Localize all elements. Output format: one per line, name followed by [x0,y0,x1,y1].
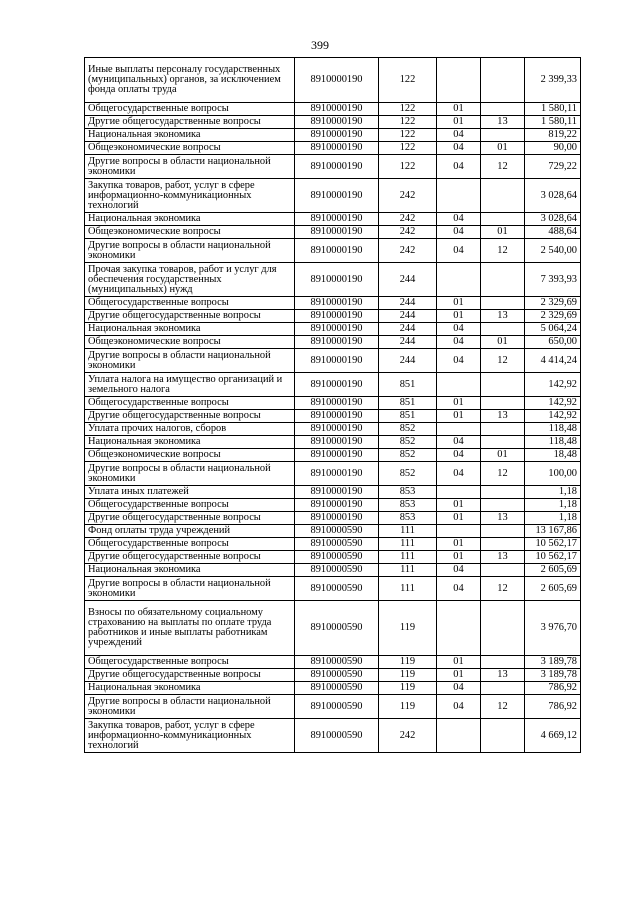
cell-subsection [481,129,525,142]
cell-target-article: 8910000190 [295,512,379,525]
cell-subsection: 01 [481,449,525,462]
cell-name: Уплата иных платежей [85,486,295,499]
table-row [85,103,581,116]
cell-expense-type: 244 [379,323,437,336]
cell-amount: 142,92 [525,373,581,397]
cell-subsection: 01 [481,336,525,349]
cell-target-article: 8910000190 [295,297,379,310]
cell-section: 04 [437,462,481,486]
table-row [85,436,581,449]
cell-expense-type: 244 [379,310,437,323]
cell-expense-type: 122 [379,116,437,129]
cell-target-article: 8910000190 [295,213,379,226]
cell-name: Другие вопросы в области национальной экономики [85,155,295,179]
table-row [85,310,581,323]
cell-section: 04 [437,323,481,336]
cell-amount: 819,22 [525,129,581,142]
table-row [85,538,581,551]
cell-subsection: 12 [481,155,525,179]
cell-section: 01 [437,551,481,564]
cell-section [437,179,481,213]
table-row [85,263,581,297]
cell-name: Общеэкономические вопросы [85,226,295,239]
cell-subsection [481,436,525,449]
cell-expense-type: 119 [379,656,437,669]
cell-amount: 5 064,24 [525,323,581,336]
cell-subsection [481,179,525,213]
cell-amount: 488,64 [525,226,581,239]
cell-expense-type: 111 [379,577,437,601]
cell-expense-type: 242 [379,719,437,753]
cell-section: 01 [437,669,481,682]
cell-name: Национальная экономика [85,323,295,336]
cell-section: 04 [437,349,481,373]
cell-section: 04 [437,142,481,155]
cell-amount: 10 562,17 [525,538,581,551]
cell-name: Другие общегосударственные вопросы [85,669,295,682]
cell-section: 04 [437,336,481,349]
table-row [85,682,581,695]
cell-subsection: 01 [481,142,525,155]
cell-amount: 2 605,69 [525,577,581,601]
cell-expense-type: 119 [379,669,437,682]
cell-target-article: 8910000190 [295,486,379,499]
cell-name: Общеэкономические вопросы [85,336,295,349]
cell-name: Национальная экономика [85,436,295,449]
cell-expense-type: 244 [379,336,437,349]
cell-expense-type: 119 [379,682,437,695]
cell-name: Национальная экономика [85,129,295,142]
table-row [85,669,581,682]
cell-name: Общегосударственные вопросы [85,397,295,410]
table-row [85,142,581,155]
cell-section: 04 [437,129,481,142]
cell-target-article: 8910000190 [295,436,379,449]
table-row [85,719,581,753]
cell-name: Иные выплаты персоналу государственных (муниципальных) органов, за исключением фонда оплаты труда [85,58,295,103]
cell-amount: 1,18 [525,512,581,525]
cell-expense-type: 122 [379,103,437,116]
cell-section: 01 [437,512,481,525]
cell-section: 01 [437,310,481,323]
cell-subsection [481,423,525,436]
cell-section [437,525,481,538]
cell-section: 04 [437,682,481,695]
cell-subsection: 12 [481,239,525,263]
cell-target-article: 8910000190 [295,155,379,179]
table-row [85,397,581,410]
table-row [85,423,581,436]
cell-amount: 650,00 [525,336,581,349]
table-row [85,373,581,397]
cell-target-article: 8910000190 [295,142,379,155]
cell-amount: 13 167,86 [525,525,581,538]
table-row [85,525,581,538]
cell-section: 01 [437,499,481,512]
cell-amount: 2 605,69 [525,564,581,577]
table-row [85,336,581,349]
page-number: 399 [311,38,329,52]
cell-name: Фонд оплаты труда учреждений [85,525,295,538]
cell-section: 01 [437,410,481,423]
table-row [85,410,581,423]
table-row [85,116,581,129]
cell-amount: 1,18 [525,486,581,499]
cell-target-article: 8910000590 [295,538,379,551]
cell-name: Другие вопросы в области национальной экономики [85,462,295,486]
cell-name: Другие общегосударственные вопросы [85,551,295,564]
table-row [85,564,581,577]
cell-name: Общегосударственные вопросы [85,538,295,551]
cell-expense-type: 122 [379,142,437,155]
cell-amount: 2 329,69 [525,297,581,310]
cell-target-article: 8910000590 [295,695,379,719]
cell-name: Национальная экономика [85,682,295,695]
cell-section: 01 [437,103,481,116]
cell-target-article: 8910000190 [295,129,379,142]
cell-target-article: 8910000190 [295,423,379,436]
cell-section [437,263,481,297]
cell-section: 04 [437,239,481,263]
cell-expense-type: 852 [379,423,437,436]
cell-name: Общегосударственные вопросы [85,499,295,512]
cell-subsection [481,323,525,336]
cell-name: Общеэкономические вопросы [85,449,295,462]
cell-expense-type: 122 [379,58,437,103]
cell-section [437,373,481,397]
cell-name: Другие общегосударственные вопросы [85,116,295,129]
cell-section [437,719,481,753]
cell-subsection [481,525,525,538]
table-row [85,213,581,226]
cell-target-article: 8910000590 [295,682,379,695]
cell-target-article: 8910000590 [295,551,379,564]
cell-amount: 118,48 [525,423,581,436]
cell-name: Другие общегосударственные вопросы [85,410,295,423]
cell-expense-type: 111 [379,525,437,538]
cell-subsection [481,103,525,116]
cell-amount: 3 189,78 [525,669,581,682]
cell-target-article: 8910000190 [295,323,379,336]
table-row [85,129,581,142]
cell-amount: 786,92 [525,682,581,695]
table-row [85,449,581,462]
cell-target-article: 8910000590 [295,601,379,656]
cell-target-article: 8910000190 [295,263,379,297]
cell-section: 01 [437,116,481,129]
cell-name: Уплата прочих налогов, сборов [85,423,295,436]
cell-subsection: 13 [481,669,525,682]
cell-target-article: 8910000190 [295,116,379,129]
cell-name: Другие общегосударственные вопросы [85,310,295,323]
cell-section [437,486,481,499]
cell-name: Уплата налога на имущество организаций и земельного налога [85,373,295,397]
cell-expense-type: 244 [379,297,437,310]
cell-expense-type: 851 [379,373,437,397]
cell-subsection [481,719,525,753]
table-row [85,499,581,512]
cell-target-article: 8910000190 [295,336,379,349]
cell-amount: 3 028,64 [525,213,581,226]
cell-target-article: 8910000190 [295,179,379,213]
cell-amount: 142,92 [525,410,581,423]
table-row [85,577,581,601]
table-row [85,486,581,499]
cell-amount: 3 189,78 [525,656,581,669]
cell-amount: 786,92 [525,695,581,719]
cell-name: Национальная экономика [85,213,295,226]
budget-table-body [85,58,581,753]
cell-expense-type: 852 [379,449,437,462]
cell-expense-type: 111 [379,564,437,577]
cell-expense-type: 851 [379,397,437,410]
cell-target-article: 8910000190 [295,58,379,103]
cell-section: 01 [437,297,481,310]
cell-name: Общегосударственные вопросы [85,656,295,669]
cell-expense-type: 852 [379,436,437,449]
cell-target-article: 8910000190 [295,349,379,373]
cell-subsection [481,682,525,695]
cell-expense-type: 242 [379,226,437,239]
cell-section: 04 [437,695,481,719]
cell-amount: 3 976,70 [525,601,581,656]
cell-subsection [481,538,525,551]
cell-name: Закупка товаров, работ, услуг в сфере информационно-коммуникационных технологий [85,179,295,213]
cell-amount: 2 329,69 [525,310,581,323]
cell-name: Общегосударственные вопросы [85,103,295,116]
cell-amount: 10 562,17 [525,551,581,564]
cell-target-article: 8910000190 [295,310,379,323]
cell-target-article: 8910000590 [295,719,379,753]
cell-expense-type: 244 [379,349,437,373]
cell-target-article: 8910000590 [295,577,379,601]
cell-amount: 729,22 [525,155,581,179]
cell-expense-type: 242 [379,213,437,226]
cell-section [437,601,481,656]
cell-target-article: 8910000590 [295,564,379,577]
cell-amount: 7 393,93 [525,263,581,297]
cell-section: 04 [437,155,481,179]
cell-expense-type: 853 [379,512,437,525]
cell-expense-type: 853 [379,499,437,512]
cell-target-article: 8910000190 [295,103,379,116]
cell-expense-type: 851 [379,410,437,423]
table-row [85,239,581,263]
cell-amount: 100,00 [525,462,581,486]
table-row [85,297,581,310]
cell-expense-type: 111 [379,551,437,564]
cell-target-article: 8910000190 [295,239,379,263]
cell-subsection [481,297,525,310]
cell-subsection: 01 [481,226,525,239]
cell-name: Другие вопросы в области национальной экономики [85,695,295,719]
table-row [85,656,581,669]
cell-subsection [481,373,525,397]
cell-subsection: 13 [481,512,525,525]
table-row [85,155,581,179]
cell-subsection: 13 [481,116,525,129]
cell-target-article: 8910000590 [295,656,379,669]
cell-section: 04 [437,449,481,462]
cell-section: 01 [437,656,481,669]
table-row [85,695,581,719]
cell-subsection [481,486,525,499]
cell-subsection [481,601,525,656]
cell-subsection [481,656,525,669]
cell-amount: 2 399,33 [525,58,581,103]
cell-expense-type: 244 [379,263,437,297]
cell-name: Другие общегосударственные вопросы [85,512,295,525]
cell-name: Общегосударственные вопросы [85,297,295,310]
cell-amount: 3 028,64 [525,179,581,213]
cell-amount: 1 580,11 [525,116,581,129]
cell-section: 04 [437,226,481,239]
cell-amount: 142,92 [525,397,581,410]
cell-section [437,423,481,436]
cell-expense-type: 242 [379,179,437,213]
cell-subsection: 12 [481,695,525,719]
table-row [85,462,581,486]
cell-amount: 118,48 [525,436,581,449]
cell-target-article: 8910000190 [295,373,379,397]
table-row [85,226,581,239]
cell-subsection: 12 [481,349,525,373]
cell-name: Общеэкономические вопросы [85,142,295,155]
cell-section: 04 [437,213,481,226]
cell-name: Другие вопросы в области национальной экономики [85,239,295,263]
table-row [85,551,581,564]
cell-target-article: 8910000190 [295,499,379,512]
cell-amount: 1,18 [525,499,581,512]
cell-amount: 1 580,11 [525,103,581,116]
cell-section: 01 [437,538,481,551]
cell-target-article: 8910000190 [295,449,379,462]
cell-name: Прочая закупка товаров, работ и услуг для обеспечения государственных (муниципальных) нужд [85,263,295,297]
cell-expense-type: 122 [379,129,437,142]
budget-table [84,57,581,753]
cell-amount: 18,48 [525,449,581,462]
cell-section: 04 [437,564,481,577]
cell-subsection: 12 [481,577,525,601]
cell-expense-type: 119 [379,601,437,656]
cell-subsection [481,499,525,512]
table-row [85,601,581,656]
cell-amount: 90,00 [525,142,581,155]
cell-expense-type: 852 [379,462,437,486]
cell-expense-type: 111 [379,538,437,551]
cell-target-article: 8910000190 [295,226,379,239]
cell-subsection [481,397,525,410]
table-row [85,179,581,213]
table-row [85,58,581,103]
cell-name: Национальная экономика [85,564,295,577]
cell-subsection: 13 [481,310,525,323]
table-row [85,512,581,525]
cell-section: 04 [437,436,481,449]
cell-section: 01 [437,397,481,410]
cell-subsection [481,213,525,226]
cell-amount: 4 669,12 [525,719,581,753]
cell-subsection [481,564,525,577]
cell-target-article: 8910000190 [295,410,379,423]
cell-target-article: 8910000190 [295,462,379,486]
cell-name: Закупка товаров, работ, услуг в сфере информационно-коммуникационных технологий [85,719,295,753]
cell-amount: 4 414,24 [525,349,581,373]
table-row [85,349,581,373]
cell-subsection [481,58,525,103]
cell-expense-type: 119 [379,695,437,719]
cell-amount: 2 540,00 [525,239,581,263]
cell-subsection: 12 [481,462,525,486]
cell-section: 04 [437,577,481,601]
cell-expense-type: 853 [379,486,437,499]
cell-name: Другие вопросы в области национальной экономики [85,349,295,373]
cell-subsection: 13 [481,410,525,423]
table-row [85,323,581,336]
cell-section [437,58,481,103]
cell-target-article: 8910000190 [295,397,379,410]
cell-subsection [481,263,525,297]
cell-name: Взносы по обязательному социальному страхованию на выплаты по оплате труда работников и иные выплаты работникам учреждений [85,601,295,656]
cell-target-article: 8910000590 [295,669,379,682]
cell-target-article: 8910000590 [295,525,379,538]
cell-subsection: 13 [481,551,525,564]
cell-expense-type: 122 [379,155,437,179]
cell-expense-type: 242 [379,239,437,263]
cell-name: Другие вопросы в области национальной экономики [85,577,295,601]
